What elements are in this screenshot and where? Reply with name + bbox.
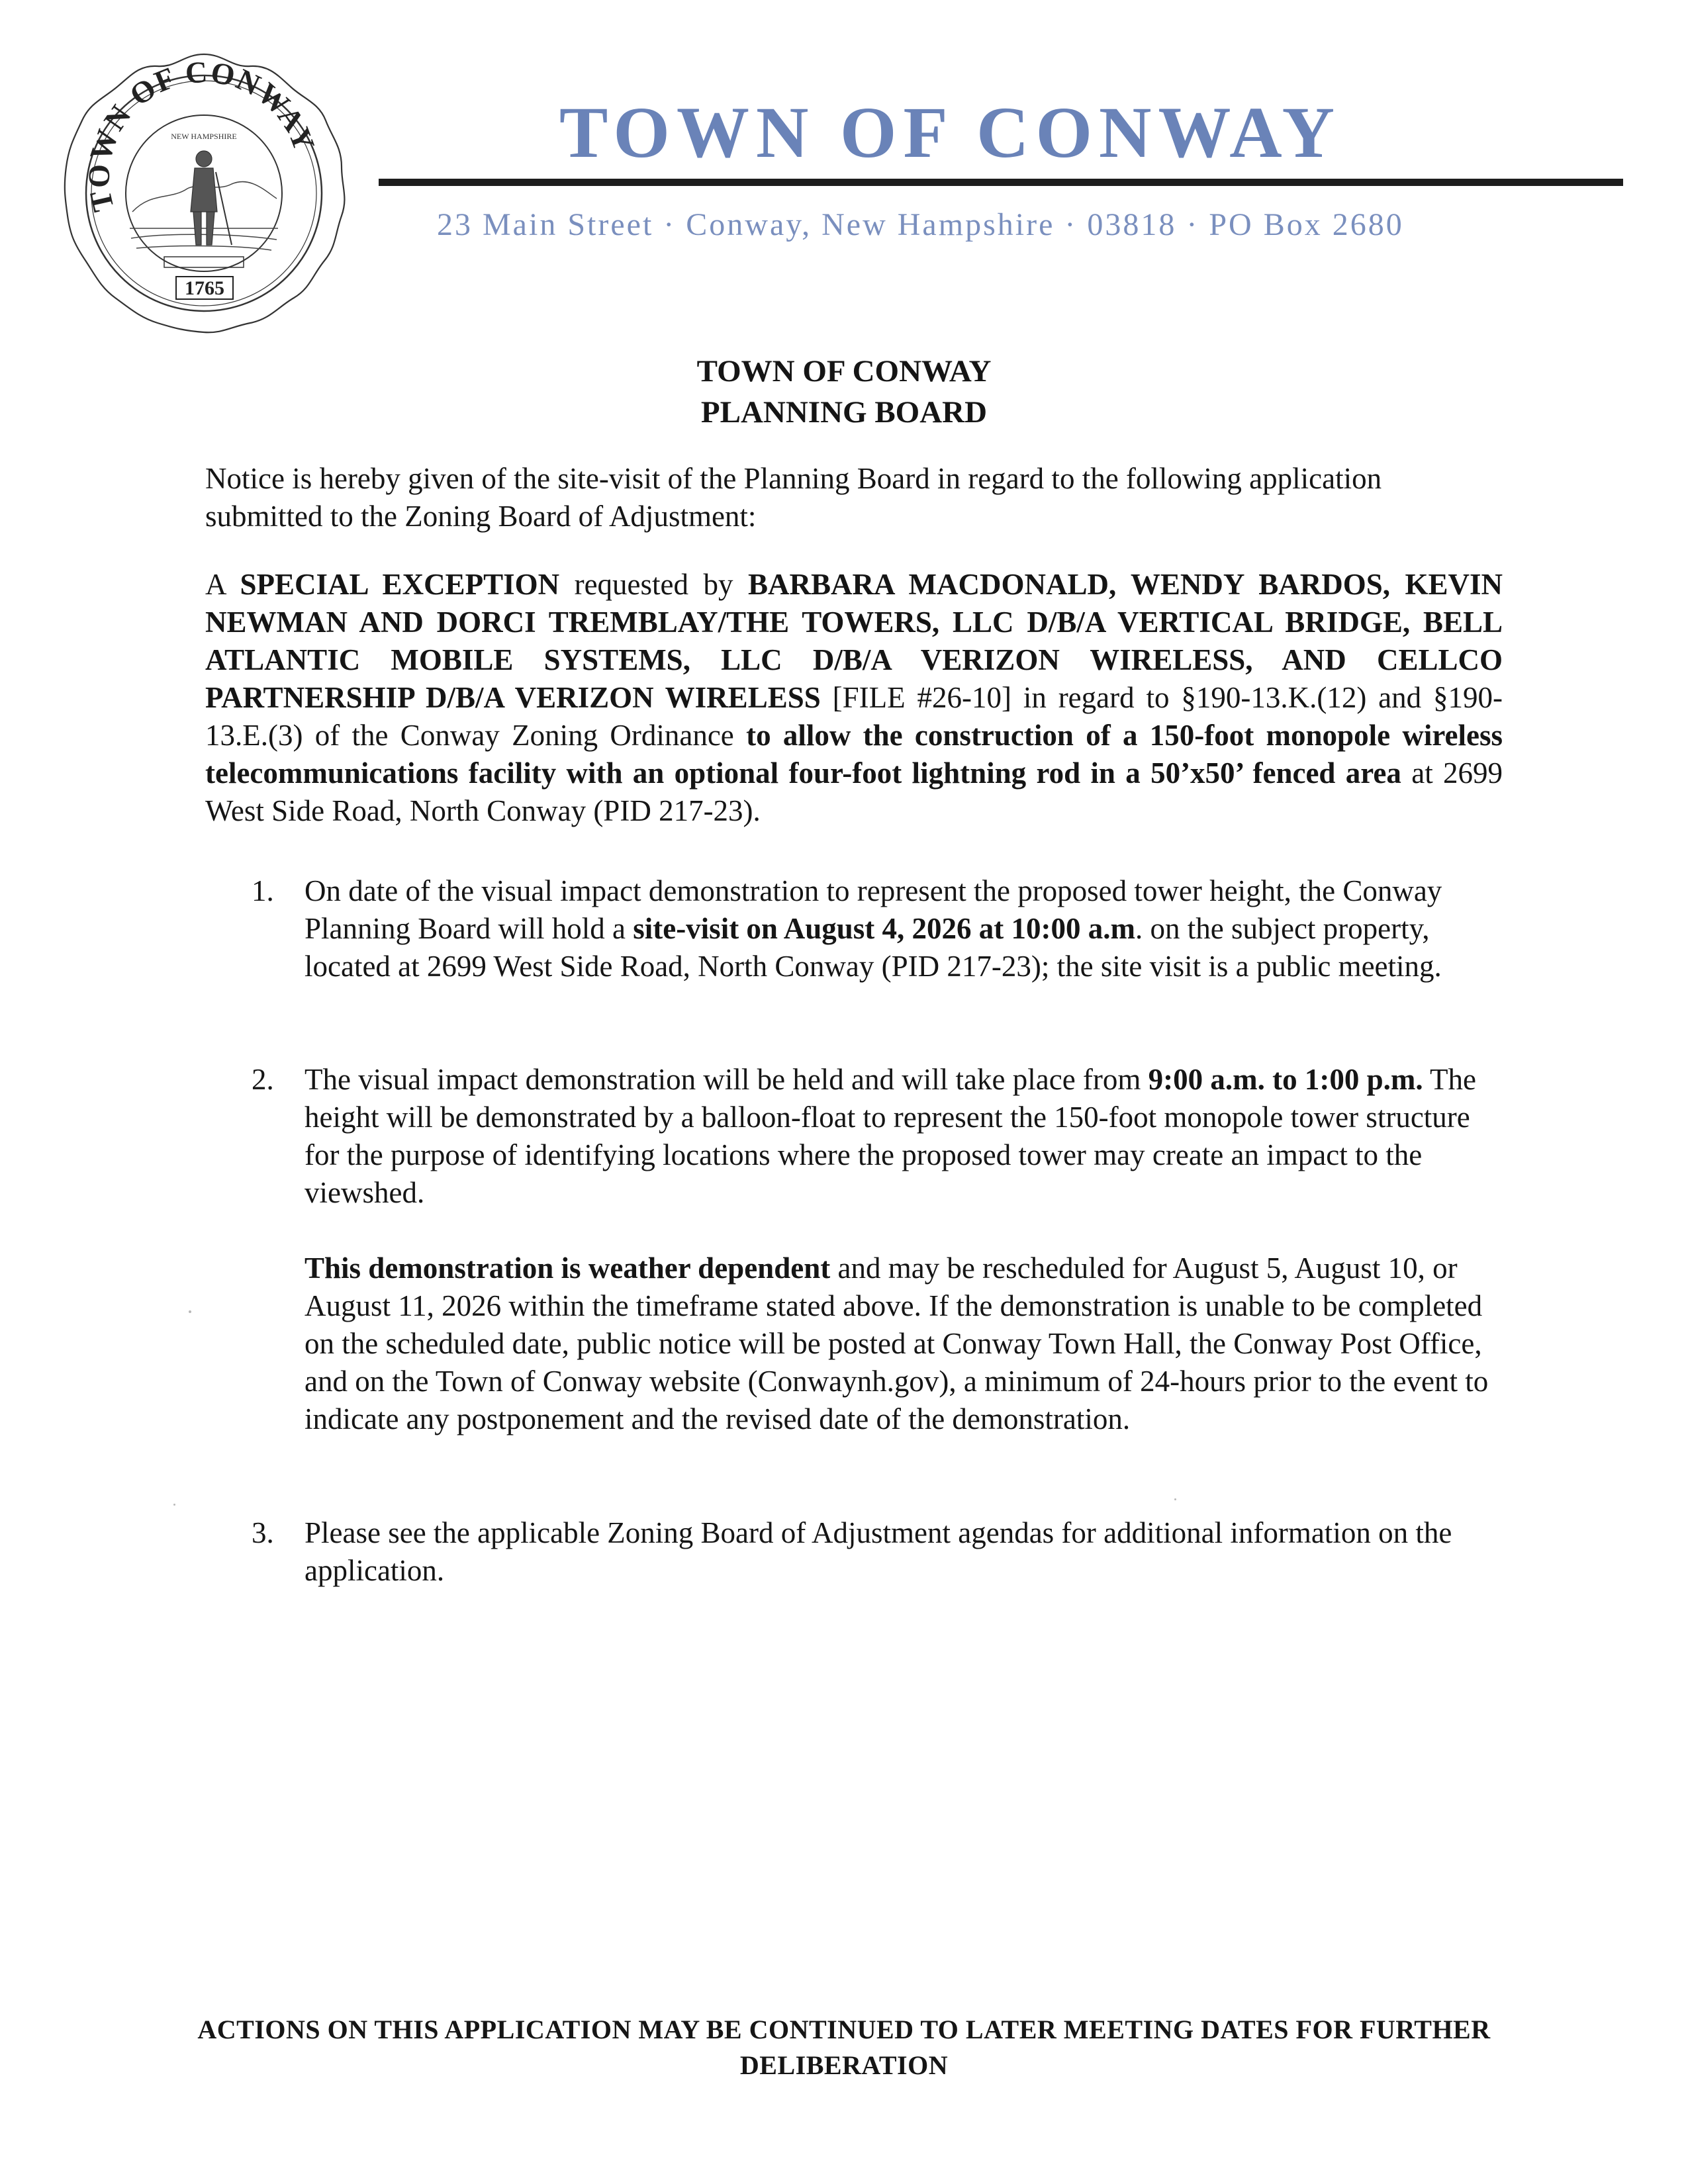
footer-disclaimer: ACTIONS ON THIS APPLICATION MAY BE CONTINUED TO LATER MEETING DATES FOR FURTHER DELIBERATION	[197, 2015, 1491, 2080]
notice-paragraph: Notice is hereby given of the site-visit of the Planning Board in regard to the following application submitted to the Zoning Board of Adjustment:	[205, 462, 1382, 533]
list-item-text	[305, 1061, 1509, 1212]
town-seal	[58, 46, 350, 338]
list-item-text-part: The height will be demonstrated by a balloon-float to represent the 150-foot monopole tower structure for the purpose of identifying locations where the proposed tower may create an impact to the viewshed.	[305, 1063, 1477, 1209]
list-item-text-part: . on the subject property, located at 2699 West Side Road, North Conway (PID 217-23); the site visit is a public meeting.	[305, 912, 1442, 983]
svg-text:TOWN OF CONWAY: TOWN OF CONWAY	[81, 54, 322, 215]
letterhead-title: TOWN OF CONWAY	[559, 92, 1342, 173]
list-item-text-part: On date of the visual impact demonstration to represent the proposed tower height, the Conway Planning Board will hold a	[305, 874, 1442, 945]
weather-notice	[305, 1250, 1496, 1438]
list-item-text	[305, 872, 1509, 985]
list-item-text-part: Please see the applicable Zoning Board of Adjustment agendas for additional information on the application.	[305, 1516, 1452, 1587]
special-exception-paragraph	[205, 566, 1503, 830]
special-exception-label: SPECIAL EXCEPTION	[240, 568, 560, 601]
special-exception-lead: A	[205, 568, 226, 601]
notice-heading-board: PLANNING BOARD	[700, 395, 988, 430]
application-purpose: to allow the construction of a 150-foot monopole wireless telecommunications facility with an optional four-foot lightning rod in a 50’x50’ fenced area	[205, 719, 1503, 790]
list-item-text	[305, 1514, 1509, 1590]
scan-speck	[173, 1504, 175, 1506]
demonstration-time: 9:00 a.m. to 1:00 p.m.	[1148, 1063, 1423, 1096]
weather-notice-text: and may be rescheduled for August 5, August 10, or August 11, 2026 within the timeframe stated above. If the demonstration is unable to be completed on the scheduled date, public notice will be posted at Conway Town Hall, the Conway Post Office, and on the Town of Conway website (Conwaynh.gov), a minimum of 24-hours prior to the event to indicate any postponement and the revised date of the demonstration.	[305, 1251, 1489, 1435]
list-item-number: 3.	[252, 1516, 274, 1549]
svg-text:NEW HAMPSHIRE: NEW HAMPSHIRE	[171, 132, 237, 141]
scan-speck	[189, 1310, 191, 1313]
scan-speck	[1174, 1498, 1176, 1500]
list-item-number: 2.	[252, 1063, 274, 1096]
letterhead-divider	[379, 179, 1623, 186]
letterhead-address: 23 Main Street · Conway, New Hampshire · 03818 · PO Box 2680	[437, 207, 1404, 242]
svg-text:1765: 1765	[185, 277, 224, 299]
file-reference: [FILE #26-10] in regard to §190-13.K.(12) and §190-13.E.(3) of the Conway Zoning Ordinance	[205, 681, 1503, 752]
site-visit-date: site-visit on August 4, 2026 at 10:00 a.m	[633, 912, 1135, 945]
requested-by-text: requested by	[574, 568, 733, 601]
weather-dependent-label: This demonstration is weather dependent	[305, 1251, 831, 1285]
list-item-text-part: The visual impact demonstration will be held and will take place from	[305, 1063, 1141, 1096]
notice-heading-town: TOWN OF CONWAY	[696, 354, 992, 388]
list-item-number: 1.	[252, 874, 274, 907]
application-location: at 2699 West Side Road, North Conway (PID 217-23).	[205, 756, 1503, 827]
applicant-names: BARBARA MACDONALD, WENDY BARDOS, KEVIN NEWMAN AND DORCI TREMBLAY/THE TOWERS, LLC D/B/A VERTICAL BRIDGE, BELL ATLANTIC MOBILE SYSTEMS, LLC D/B/A VERIZON WIRELESS, AND CELLCO PARTNERSHIP D/B/A VERIZON WIRELESS	[205, 568, 1503, 714]
